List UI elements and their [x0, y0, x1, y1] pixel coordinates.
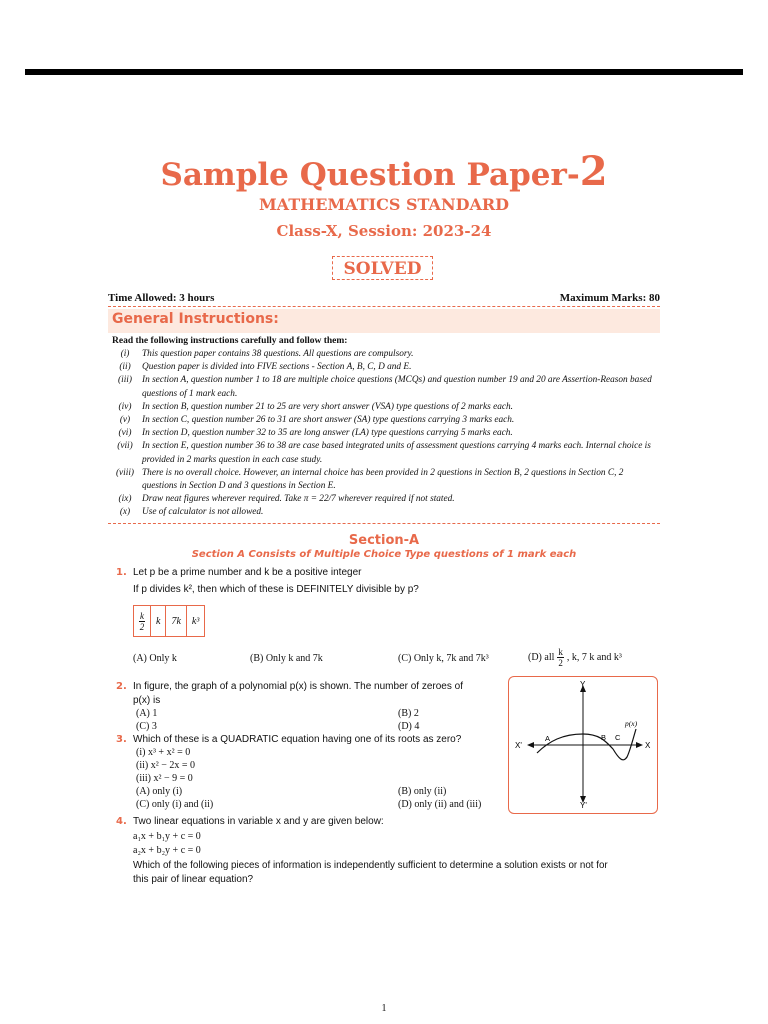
- section-title: Section-A: [348, 533, 420, 548]
- instruction-item: (ii) Question paper is divided into FIVE sections - Section A, B, C, D and E.: [119, 362, 412, 373]
- question-text: this pair of linear equation?: [133, 874, 254, 885]
- option-b: (B) Only k and 7k: [250, 653, 323, 664]
- curve-label: p(x): [625, 719, 638, 728]
- arrow-left-icon: [527, 742, 534, 748]
- polynomial-graph: [508, 676, 658, 814]
- point-c-label: C: [615, 733, 621, 742]
- y-label: Y: [580, 680, 586, 689]
- instruction-item: (iv) In section B, question number 21 to 25 are very short answer (VSA) type questions of 2 marks each.: [118, 401, 513, 412]
- option-d: (D) 4: [398, 721, 420, 732]
- option-a: (A) only (i): [136, 786, 183, 797]
- time-allowed: Time Allowed: 3 hours: [108, 292, 215, 304]
- instruction-item: (ix) Draw neat figures wherever required. Take π = 22/7 wherever required if not stated.: [118, 494, 455, 505]
- option-c: (C) Only k, 7k and 7k³: [398, 653, 489, 664]
- question-number: 2.: [116, 681, 127, 692]
- arrow-right-icon: [636, 742, 643, 748]
- instructions-lead: Read the following instructions carefully and follow them:: [112, 336, 348, 346]
- question-number: 4.: [116, 816, 127, 827]
- top-rule: [25, 69, 743, 75]
- instructions-heading: General Instructions:: [112, 311, 279, 327]
- equation: a₁x + b₁y + c = 0: [133, 831, 201, 842]
- divider: [108, 523, 660, 524]
- choice-table: [133, 605, 205, 637]
- question-text: Which of the following pieces of information is independently sufficient to determine a solution exists or not for: [133, 860, 608, 871]
- point-b-label: B: [601, 733, 607, 742]
- instruction-item: (viii) There is no overall choice. However, an internal choice has been provided in 2 questions in Section B, 2 questions in Section C, 2 questions in Section D and 3 questions in Section E.: [115, 467, 624, 492]
- solved-badge: SOLVED: [332, 256, 433, 280]
- instruction-item: (iii) In section A, question number 1 to 18 are multiple choice questions (MCQs) and question number 19 and 20 are Assertion-Reason based questions of 1 mark each.: [118, 375, 652, 399]
- table-cell: 7k: [166, 606, 186, 636]
- section-subtitle: Section A Consists of Multiple Choice Type questions of 1 mark each: [191, 549, 577, 560]
- option-d: (D) all $\frac{k}{2}$ , k, 7 k and k³: [528, 647, 622, 668]
- option-b: (B) 2: [398, 708, 419, 719]
- table-cell: k³: [191, 615, 200, 627]
- subject-title: MATHEMATICS STANDARD: [258, 195, 510, 214]
- x-prime-label: X': [515, 741, 522, 750]
- equation-item: (ii) x² − 2x = 0: [136, 760, 195, 771]
- point-a-label: A: [545, 734, 551, 743]
- paper-title: Sample Question Paper-2: [160, 148, 608, 195]
- option-c: (C) only (i) and (ii): [136, 799, 214, 810]
- graph-figure: [509, 677, 657, 813]
- maximum-marks: Maximum Marks: 80: [559, 292, 660, 304]
- y-prime-label: Y': [580, 801, 587, 810]
- option-d: (D) only (ii) and (iii): [398, 799, 482, 810]
- instruction-item: (v) In section C, question number 26 to 31 are short answer (SA) type questions carrying 3 marks each.: [119, 415, 515, 426]
- x-label: X: [645, 741, 651, 750]
- instruction-item: (vi) In section D, question number 32 to 35 are long answer (LA) type questions carrying 5 marks each.: [118, 428, 513, 439]
- question-number: 1.: [116, 567, 127, 578]
- question-text: Let p be a prime number and k be a positive integer: [133, 567, 362, 578]
- instruction-item: (vii) In section E, question number 36 to 38 are case based integrated units of assessment questions carrying 4 marks each. Internal choice is provided in 2 marks question in each case study.: [117, 441, 651, 465]
- paper-number: 2: [579, 148, 608, 195]
- option-a: (A) Only k: [133, 653, 177, 664]
- question-text: p(x) is: [133, 695, 161, 706]
- page-number: 1: [381, 1003, 387, 1014]
- equation-item: (iii) x² − 9 = 0: [136, 773, 193, 784]
- divider: [108, 306, 660, 307]
- instruction-item: (x) Use of calculator is not allowed.: [119, 507, 264, 518]
- question-text: If p divides k², then which of these is DEFINITELY divisible by p?: [133, 584, 419, 595]
- table-cell: $\frac{k}{2}$: [134, 606, 151, 636]
- question-number: 3.: [116, 734, 127, 745]
- option-b: (B) only (ii): [398, 786, 447, 797]
- table-cell: k: [151, 606, 166, 636]
- option-c: (C) 3: [136, 721, 157, 732]
- polynomial-curve: [537, 729, 636, 760]
- equation-item: (i) x³ + x² = 0: [136, 747, 191, 758]
- option-a: (A) 1: [136, 708, 158, 719]
- question-text: In figure, the graph of a polynomial p(x) is shown. The number of zeroes of: [133, 681, 463, 692]
- instructions-list: [108, 348, 660, 520]
- class-session: Class-X, Session: 2023-24: [276, 222, 492, 240]
- question-text: Which of these is a QUADRATIC equation having one of its roots as zero?: [133, 734, 462, 745]
- instruction-item: (i) This question paper contains 38 questions. All questions are compulsory.: [120, 349, 414, 359]
- equation: a₂x + b₂y + c = 0: [133, 845, 201, 856]
- question-text: Two linear equations in variable x and y are given below:: [133, 816, 384, 827]
